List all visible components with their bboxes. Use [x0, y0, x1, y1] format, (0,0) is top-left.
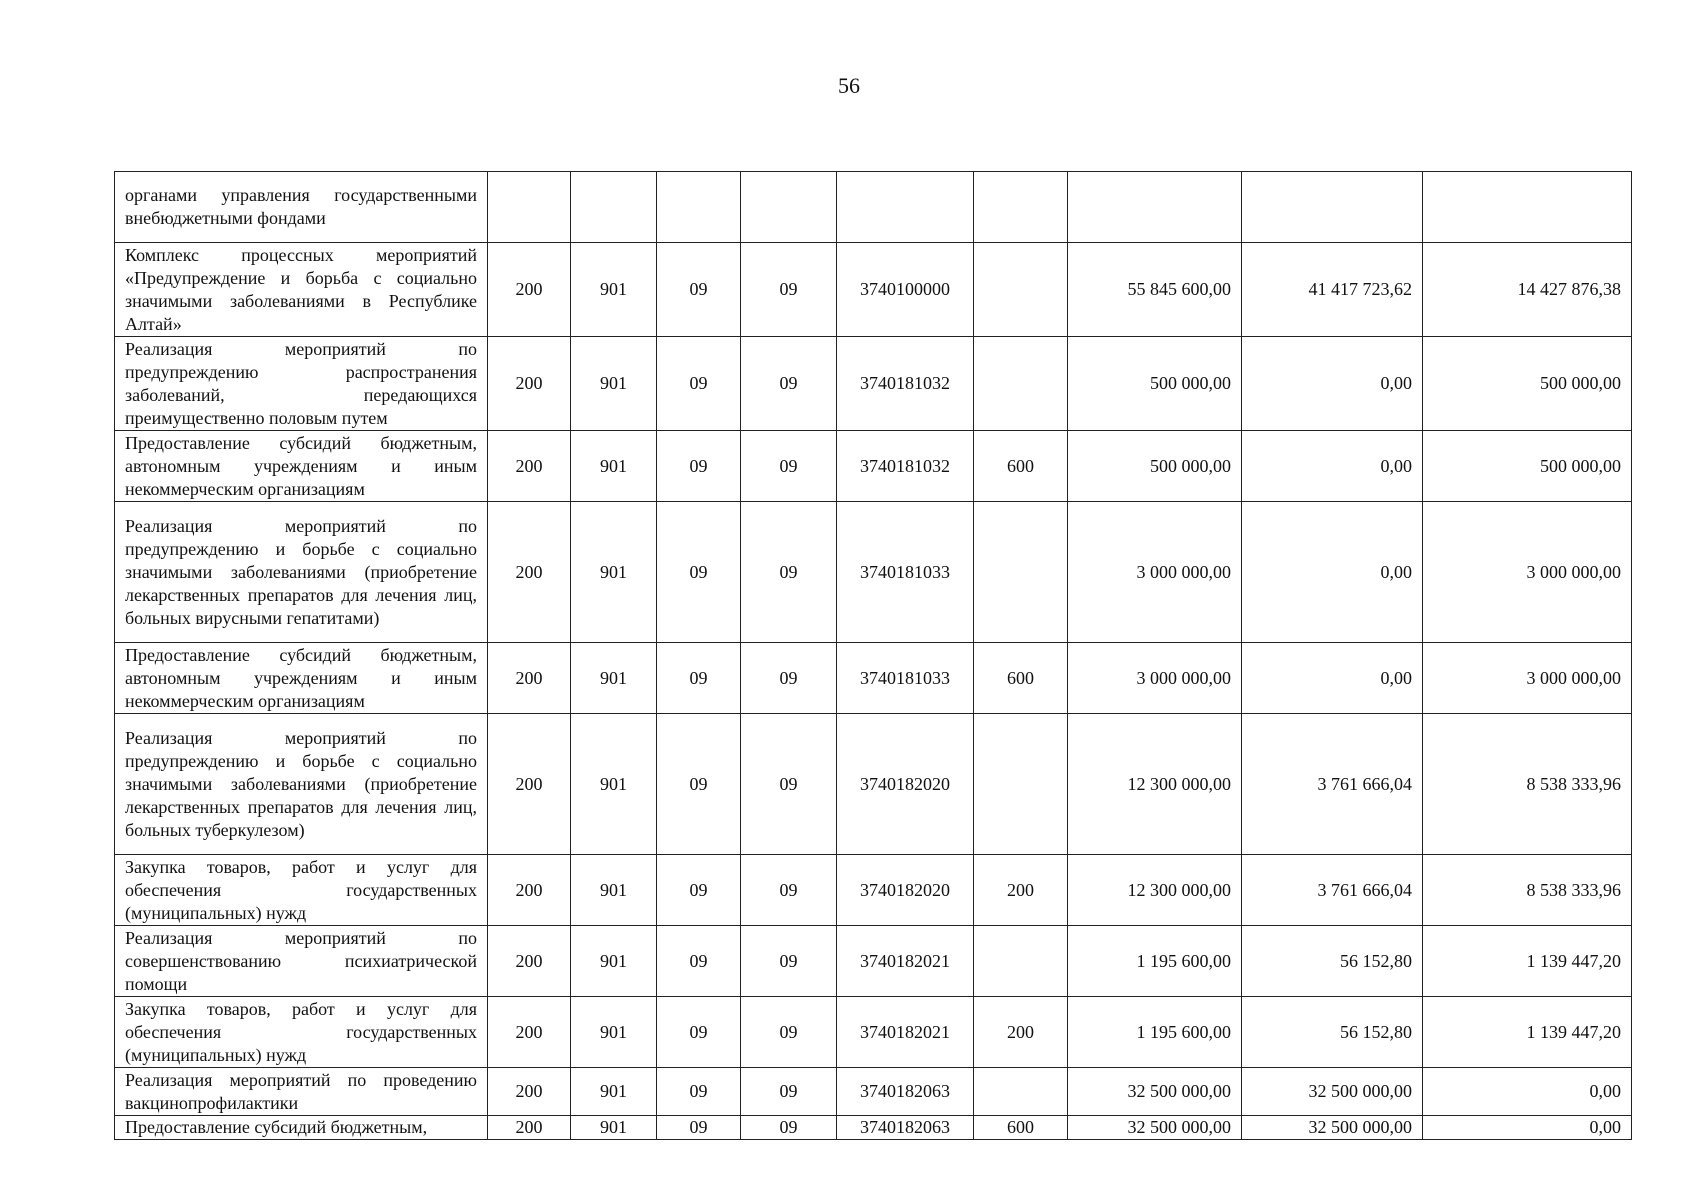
table-row	[115, 714, 1632, 855]
cell-description: Закупка товаров, работ и услуг для обеспечения государственных (муниципальных) нужд	[115, 997, 488, 1068]
cell-executed-amount: 32 500 000,00	[1242, 1116, 1423, 1140]
budget-table	[114, 171, 1632, 1140]
cell-planned-amount: 500 000,00	[1068, 337, 1242, 431]
table-row	[115, 997, 1632, 1068]
cell-description: органами управления государственными внебюджетными фондами	[115, 172, 488, 243]
cell-remaining-amount: 8 538 333,96	[1423, 714, 1632, 855]
cell-target-article: 3740182020	[837, 855, 974, 926]
cell-section: 09	[657, 855, 741, 926]
cell-description: Закупка товаров, работ и услуг для обеспечения государственных (муниципальных) нужд	[115, 855, 488, 926]
cell-expense-type: 600	[974, 643, 1068, 714]
cell-gr-code: 200	[488, 997, 571, 1068]
cell-executed-amount: 0,00	[1242, 643, 1423, 714]
cell-subsection: 09	[741, 1068, 837, 1116]
cell-target-article: 3740181032	[837, 337, 974, 431]
cell-planned-amount: 55 845 600,00	[1068, 243, 1242, 337]
cell-gr-code: 200	[488, 337, 571, 431]
cell-remaining-amount: 3 000 000,00	[1423, 502, 1632, 643]
cell-executed-amount: 41 417 723,62	[1242, 243, 1423, 337]
cell-section: 09	[657, 502, 741, 643]
cell-subsection: 09	[741, 502, 837, 643]
cell-ministry-code: 901	[571, 855, 657, 926]
cell-section: 09	[657, 926, 741, 997]
cell-description: Предоставление субсидий бюджетным, автономным учреждениям и иным некоммерческим организациям	[115, 643, 488, 714]
cell-expense-type: 600	[974, 431, 1068, 502]
cell-ministry-code: 901	[571, 643, 657, 714]
cell-executed-amount: 56 152,80	[1242, 926, 1423, 997]
cell-section: 09	[657, 714, 741, 855]
cell-expense-type	[974, 337, 1068, 431]
cell-gr-code: 200	[488, 714, 571, 855]
cell-ministry-code: 901	[571, 1116, 657, 1140]
cell-planned-amount: 12 300 000,00	[1068, 714, 1242, 855]
cell-section: 09	[657, 997, 741, 1068]
cell-subsection: 09	[741, 714, 837, 855]
cell-description: Реализация мероприятий по совершенствованию психиатрической помощи	[115, 926, 488, 997]
cell-target-article: 3740181033	[837, 502, 974, 643]
table-row	[115, 855, 1632, 926]
cell-gr-code: 200	[488, 502, 571, 643]
cell-target-article: 3740182020	[837, 714, 974, 855]
cell-description: Комплекс процессных мероприятий «Предупреждение и борьба с социально значимыми заболеваниями в Республике Алтай»	[115, 243, 488, 337]
cell-gr-code: 200	[488, 243, 571, 337]
cell-ministry-code: 901	[571, 337, 657, 431]
cell-ministry-code: 901	[571, 502, 657, 643]
cell-executed-amount	[1242, 172, 1423, 243]
cell-section: 09	[657, 243, 741, 337]
cell-ministry-code: 901	[571, 997, 657, 1068]
cell-executed-amount: 0,00	[1242, 337, 1423, 431]
cell-subsection: 09	[741, 243, 837, 337]
table-row	[115, 431, 1632, 502]
cell-subsection: 09	[741, 926, 837, 997]
cell-remaining-amount: 1 139 447,20	[1423, 997, 1632, 1068]
cell-gr-code	[488, 172, 571, 243]
table-row	[115, 172, 1632, 243]
cell-section: 09	[657, 337, 741, 431]
cell-executed-amount: 32 500 000,00	[1242, 1068, 1423, 1116]
cell-ministry-code: 901	[571, 926, 657, 997]
cell-gr-code: 200	[488, 1068, 571, 1116]
cell-description: Реализация мероприятий по проведению вакцинопрофилактики	[115, 1068, 488, 1116]
cell-gr-code: 200	[488, 643, 571, 714]
cell-expense-type	[974, 1068, 1068, 1116]
cell-subsection: 09	[741, 643, 837, 714]
cell-executed-amount: 0,00	[1242, 502, 1423, 643]
table-row	[115, 926, 1632, 997]
cell-ministry-code: 901	[571, 1068, 657, 1116]
cell-gr-code: 200	[488, 1116, 571, 1140]
cell-target-article: 3740182021	[837, 997, 974, 1068]
cell-remaining-amount: 500 000,00	[1423, 337, 1632, 431]
cell-planned-amount: 32 500 000,00	[1068, 1116, 1242, 1140]
cell-description: Реализация мероприятий по предупреждению и борьбе с социально значимыми заболеваниями (приобретение лекарственных препаратов для лечения лиц, больных туберкулезом)	[115, 714, 488, 855]
cell-planned-amount	[1068, 172, 1242, 243]
cell-target-article: 3740100000	[837, 243, 974, 337]
cell-description: Предоставление субсидий бюджетным,	[115, 1116, 488, 1140]
cell-description: Реализация мероприятий по предупреждению распространения заболеваний, передающихся преимущественно половым путем	[115, 337, 488, 431]
cell-planned-amount: 12 300 000,00	[1068, 855, 1242, 926]
cell-ministry-code	[571, 172, 657, 243]
cell-target-article: 3740182021	[837, 926, 974, 997]
table-body	[115, 172, 1632, 1140]
cell-planned-amount: 1 195 600,00	[1068, 997, 1242, 1068]
cell-remaining-amount: 1 139 447,20	[1423, 926, 1632, 997]
cell-target-article: 3740182063	[837, 1068, 974, 1116]
table-row	[115, 243, 1632, 337]
cell-planned-amount: 32 500 000,00	[1068, 1068, 1242, 1116]
cell-target-article: 3740182063	[837, 1116, 974, 1140]
cell-remaining-amount: 500 000,00	[1423, 431, 1632, 502]
cell-expense-type: 200	[974, 855, 1068, 926]
cell-remaining-amount: 3 000 000,00	[1423, 643, 1632, 714]
cell-subsection	[741, 172, 837, 243]
cell-executed-amount: 56 152,80	[1242, 997, 1423, 1068]
cell-section	[657, 172, 741, 243]
cell-subsection: 09	[741, 337, 837, 431]
cell-target-article	[837, 172, 974, 243]
cell-executed-amount: 3 761 666,04	[1242, 714, 1423, 855]
cell-section: 09	[657, 643, 741, 714]
cell-ministry-code: 901	[571, 431, 657, 502]
cell-expense-type	[974, 172, 1068, 243]
cell-section: 09	[657, 1068, 741, 1116]
cell-executed-amount: 0,00	[1242, 431, 1423, 502]
cell-description: Предоставление субсидий бюджетным, автономным учреждениям и иным некоммерческим организациям	[115, 431, 488, 502]
cell-subsection: 09	[741, 997, 837, 1068]
cell-target-article: 3740181033	[837, 643, 974, 714]
cell-ministry-code: 901	[571, 714, 657, 855]
cell-ministry-code: 901	[571, 243, 657, 337]
cell-planned-amount: 3 000 000,00	[1068, 643, 1242, 714]
page-number: 56	[838, 73, 860, 98]
cell-expense-type: 200	[974, 997, 1068, 1068]
cell-section: 09	[657, 1116, 741, 1140]
cell-remaining-amount: 0,00	[1423, 1068, 1632, 1116]
cell-expense-type	[974, 243, 1068, 337]
table-row	[115, 643, 1632, 714]
cell-expense-type	[974, 926, 1068, 997]
cell-target-article: 3740181032	[837, 431, 974, 502]
cell-planned-amount: 1 195 600,00	[1068, 926, 1242, 997]
cell-subsection: 09	[741, 431, 837, 502]
cell-executed-amount: 3 761 666,04	[1242, 855, 1423, 926]
table-row	[115, 502, 1632, 643]
table-row	[115, 337, 1632, 431]
cell-gr-code: 200	[488, 431, 571, 502]
table-row	[115, 1116, 1632, 1140]
cell-section: 09	[657, 431, 741, 502]
cell-subsection: 09	[741, 855, 837, 926]
cell-expense-type	[974, 502, 1068, 643]
cell-gr-code: 200	[488, 926, 571, 997]
cell-gr-code: 200	[488, 855, 571, 926]
cell-remaining-amount: 8 538 333,96	[1423, 855, 1632, 926]
cell-subsection: 09	[741, 1116, 837, 1140]
cell-remaining-amount: 14 427 876,38	[1423, 243, 1632, 337]
cell-expense-type: 600	[974, 1116, 1068, 1140]
cell-remaining-amount	[1423, 172, 1632, 243]
cell-description: Реализация мероприятий по предупреждению и борьбе с социально значимыми заболеваниями (приобретение лекарственных препаратов для лечения лиц, больных вирусными гепатитами)	[115, 502, 488, 643]
cell-planned-amount: 500 000,00	[1068, 431, 1242, 502]
table-row	[115, 1068, 1632, 1116]
cell-remaining-amount: 0,00	[1423, 1116, 1632, 1140]
cell-planned-amount: 3 000 000,00	[1068, 502, 1242, 643]
cell-expense-type	[974, 714, 1068, 855]
